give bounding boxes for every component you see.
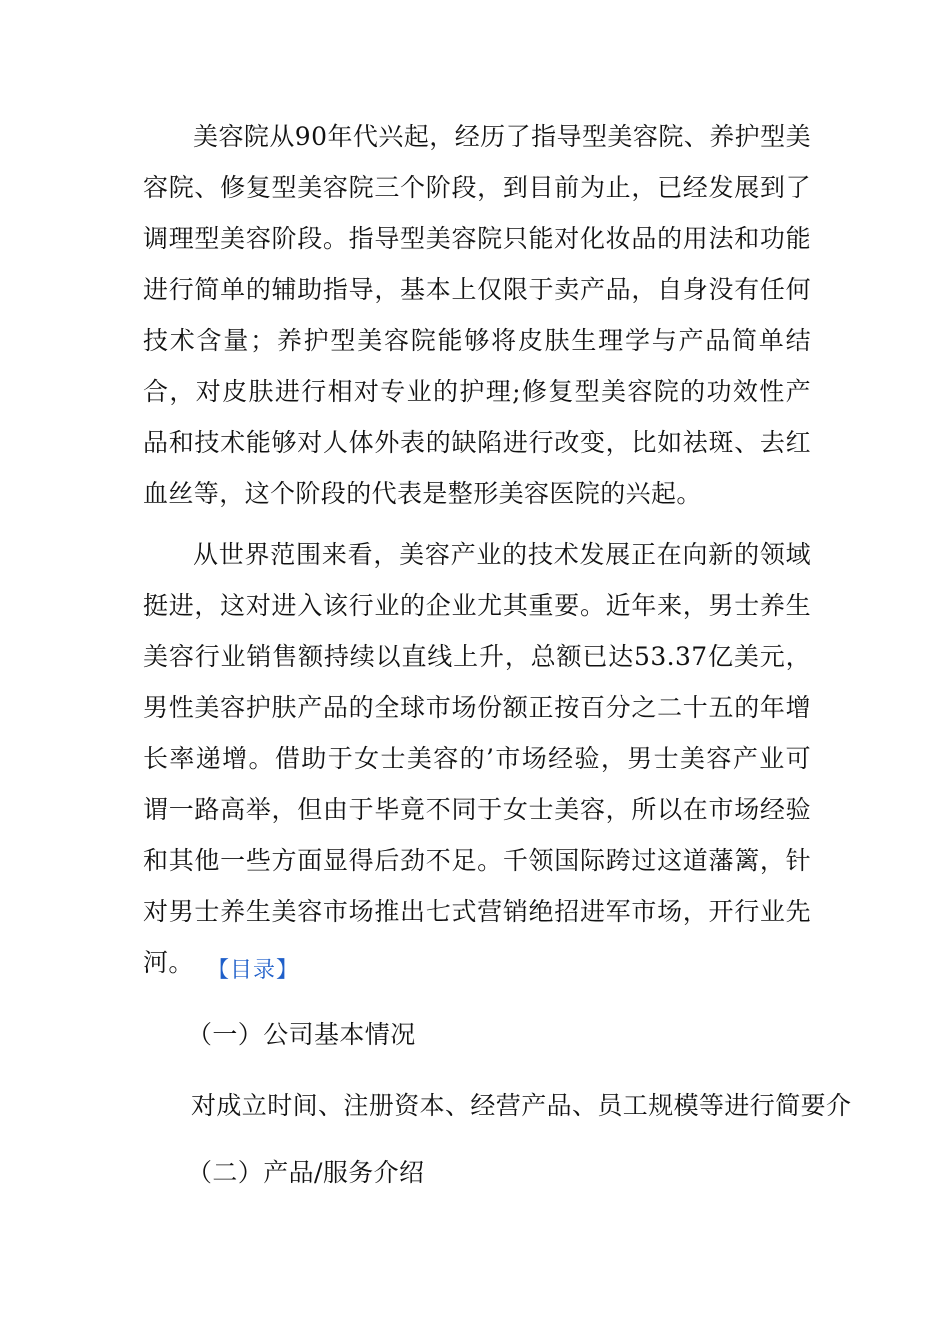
body-paragraph-industry: 从世界范围来看，美容产业的技术发展正在向新的领域挺进，这对进入该行业的企业尤其重要。近年来，男士养生美容行业销售额持续以直线上升，总额已达53.37亿美元，男性美容护肤产品的全球市场份额正按百分之二十五的年增长率递增。借助于女士美容的’市场经验，男士美容产业可谓一路高举，但由于毕竟不同于女士美容，所以在市场经验和其他一些方面显得后劲不足。千领国际跨过这道藩篱，针对男士养生美容市场推出七式营销绝招进军市场，开行业先河。 [143, 540, 811, 977]
body-paragraph-history: 美容院从90年代兴起，经历了指导型美容院、养护型美容院、修复型美容院三个阶段，到目前为止，已经发展到了调理型美容阶段。指导型美容院只能对化妆品的用法和功能进行简单的辅助指导，基本上仅限于卖产品，自身没有任何技术含量；养护型美容院能够将皮肤生理学与产品简单结合，对皮肤进行相对专业的护理;修复型美容院的功效性产品和技术能够对人体外表的缺陷进行改变，比如祛斑、去红血丝等，这个阶段的代表是整形美容医院的兴起。 [143, 122, 811, 508]
toc-section-company-description: 对成立时间、注册资本、经营产品、员工规模等进行简要介 [191, 1091, 852, 1120]
toc-section-product-heading: （二）产品/服务介绍 [187, 1158, 425, 1187]
toc-section-company-heading: （一）公司基本情况 [187, 1020, 416, 1049]
toc-title: 【目录】 [207, 958, 300, 983]
